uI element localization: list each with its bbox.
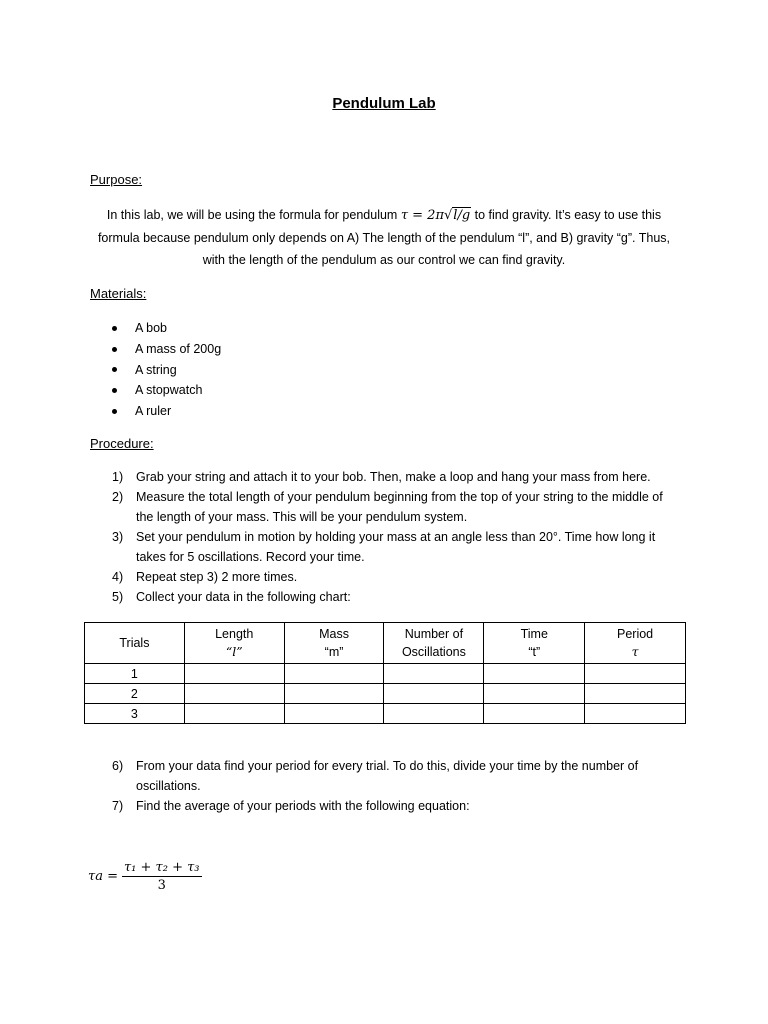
table-row [85,664,686,684]
empty-data-cell [384,704,484,724]
step-number: 3) [112,530,124,544]
procedure-step [112,756,682,796]
procedure-step [112,567,682,587]
step-text: Grab your string and attach it to your bob. Then, make a loop and hang your mass from here. [136,470,651,484]
header-line1: Trials [119,636,150,650]
average-period-formula [88,860,202,893]
purpose-text-before: In this lab, we will be using the formula for pendulum [106,208,398,222]
procedure-steps [112,467,682,607]
empty-data-cell [284,704,384,724]
materials-heading: Materials: [90,286,147,301]
data-table [84,622,686,724]
bullet-icon [112,367,117,372]
step-text: Repeat step 3) 2 more times. [136,570,298,584]
material-label: A stopwatch [135,383,203,398]
empty-data-cell [585,704,686,724]
trial-number-cell: 1 [85,664,185,684]
procedure-heading: Procedure: [90,436,154,451]
header-line1: Length [215,627,254,641]
formula-lhs: τ = 2π [400,208,444,223]
header-line2: “l” [225,644,243,659]
empty-data-cell [184,684,284,704]
list-item [112,360,221,381]
column-header [384,623,484,664]
empty-data-cell [384,684,484,704]
material-label: A mass of 200g [135,341,222,356]
list-item [112,380,221,401]
header-line1: Mass [319,627,349,641]
procedure-step [112,796,682,816]
bullet-icon [112,388,117,393]
pendulum-formula: τ = 2π√l/g [400,208,471,223]
step-text: Collect your data in the following chart: [136,590,351,604]
material-label: A string [135,362,177,377]
header-line2: τ [631,644,639,659]
empty-data-cell [484,704,585,724]
average-fraction [122,860,202,893]
step-number: 6) [112,759,124,773]
empty-data-cell [384,664,484,684]
average-denominator: 3 [157,878,166,893]
procedure-step [112,467,682,487]
empty-data-cell [184,664,284,684]
page-title: Pendulum Lab [332,95,436,112]
step-text: Set your pendulum in motion by holding your mass at an angle less than 20°. Time how long it takes for 5 oscillations. Record your time. [136,530,656,564]
step-number: 1) [112,470,124,484]
step-text: Measure the total length of your pendulum beginning from the top of your string to the middle of the length of your mass. This will be your pendulum system. [136,490,663,524]
list-item [112,318,221,339]
step-text: From your data find your period for every trial. To do this, divide your time by the number of oscillations. [136,759,639,793]
step-number: 2) [112,490,124,504]
bullet-icon [112,326,117,331]
header-line2: “t” [528,645,541,659]
table-row [85,704,686,724]
empty-data-cell [184,704,284,724]
list-item [112,339,221,360]
table-header-row [85,623,686,664]
step-number: 5) [112,590,124,604]
column-header [284,623,384,664]
purpose-text-after: to find gravity. It’s easy to use this formula because pendulum only depends on A) The length of the pendulum “l”, and B) gravity “g”. Thus, with the length of the pendulum as our control we can find gravity. [97,208,671,267]
average-numerator: τ₁ + τ₂ + τ₃ [123,860,200,875]
empty-data-cell [585,664,686,684]
header-line1: Number of [404,627,464,641]
purpose-heading: Purpose: [90,172,143,187]
materials-list [112,318,221,422]
procedure-steps-continued [112,756,682,816]
empty-data-cell [284,684,384,704]
header-line1: Time [520,627,548,641]
trial-number-cell: 2 [85,684,185,704]
procedure-step [112,587,682,607]
step-number: 7) [112,799,124,813]
material-label: A ruler [135,404,172,419]
list-item [112,401,221,422]
formula-sqrt: l/g [453,208,471,223]
empty-data-cell [284,664,384,684]
header-line2: “m” [324,645,344,659]
header-line2: Oscillations [401,645,466,659]
column-header [585,623,686,664]
column-header [184,623,284,664]
material-label: A bob [135,321,167,335]
bullet-icon [112,409,117,414]
table-body [85,664,686,724]
trial-number-cell: 3 [85,704,185,724]
table-row [85,684,686,704]
bullet-icon [112,347,117,352]
procedure-step [112,527,682,567]
step-number: 4) [112,570,124,584]
average-lhs: τa = [88,869,118,884]
column-header [85,623,185,664]
empty-data-cell [585,684,686,704]
step-text: Find the average of your periods with the following equation: [136,799,470,813]
column-header [484,623,585,664]
empty-data-cell [484,684,585,704]
procedure-step [112,487,682,527]
empty-data-cell [484,664,585,684]
purpose-paragraph [88,204,680,271]
header-line1: Period [617,627,654,641]
